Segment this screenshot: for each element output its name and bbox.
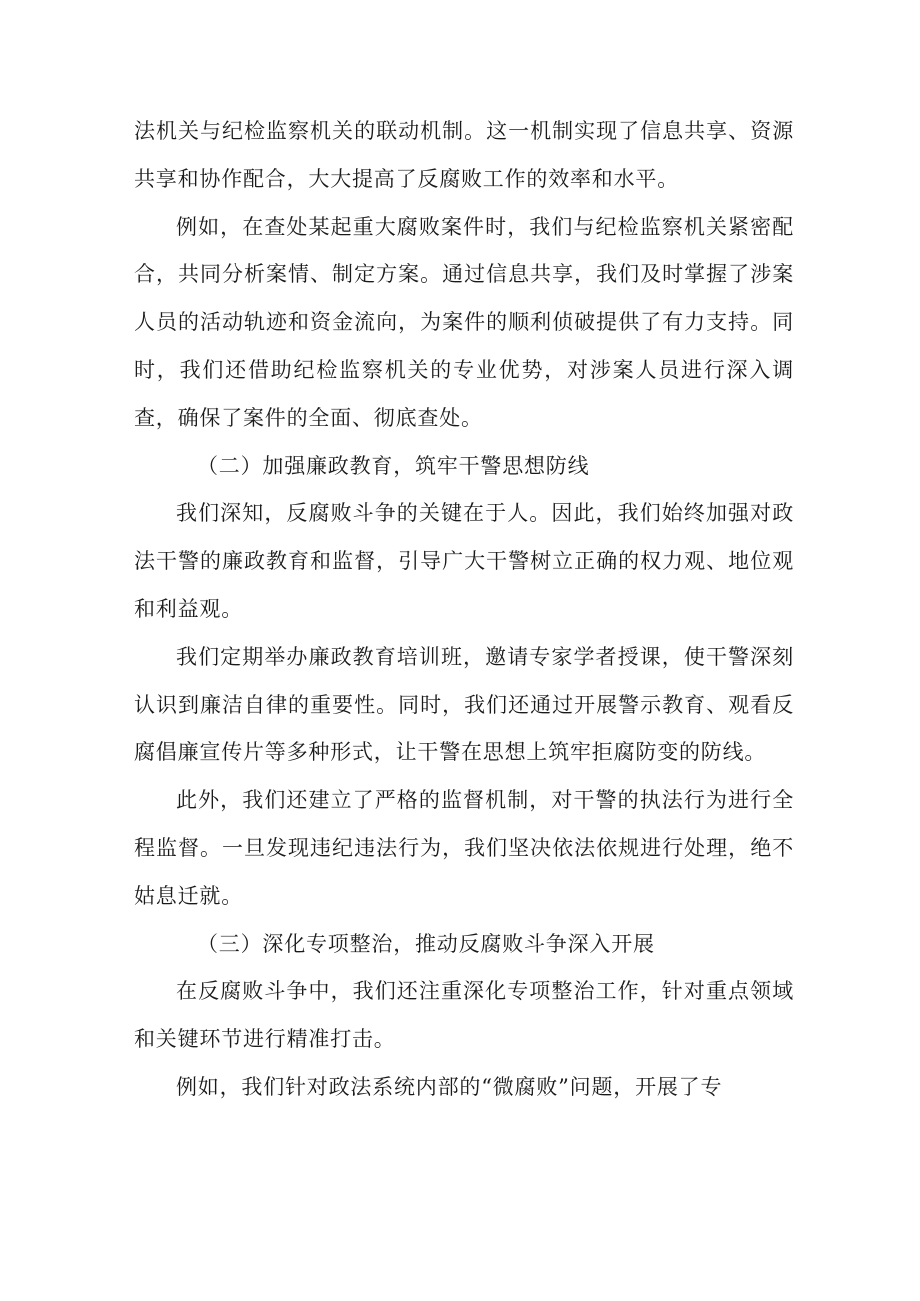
section-heading: （二）加强廉政教育，筑牢干警思想防线 [197, 453, 590, 478]
paragraph: 在反腐败斗争中，我们还注重深化专项整治工作，针对重点领域和关键环节进行精准打击。 [134, 979, 794, 1052]
paragraph: 我们定期举办廉政教育培训班，邀请专家学者授课，使干警深刻认识到廉洁自律的重要性。同时，我们还通过开展警示教育、观看反腐倡廉宣传片等多种形式，让干警在思想上筑牢拒腐防变的防线。 [134, 644, 794, 765]
paragraph: 我们深知，反腐败斗争的关键在于人。因此，我们始终加强对政法干警的廉政教育和监督，引导广大干警树立正确的权力观、地位观和利益观。 [134, 501, 794, 621]
document-body [134, 108, 794, 1112]
paragraph-continuation: 法机关与纪检监察机关的联动机制。这一机制实现了信息共享、资源共享和协作配合，大大提高了反腐败工作的效率和水平。 [134, 119, 794, 191]
paragraph: 此外，我们还建立了严格的监督机制，对干警的执法行为进行全程监督。一旦发现违纪违法行为，我们坚决依法依规进行处理，绝不姑息迁就。 [134, 788, 794, 908]
section-heading: （三）深化专项整治，推动反腐败斗争深入开展 [197, 931, 655, 956]
paragraph: 例如，在查处某起重大腐败案件时，我们与纪检监察机关紧密配合，共同分析案情、制定方案。通过信息共享，我们及时掌握了涉案人员的活动轨迹和资金流向，为案件的顺利侦破提供了有力支持。同时，我们还借助纪检监察机关的专业优势，对涉案人员进行深入调查，确保了案件的全面、彻底查处。 [134, 214, 794, 430]
paragraph: 例如，我们针对政法系统内部的“微腐败”问题，开展了专 [176, 1074, 723, 1099]
